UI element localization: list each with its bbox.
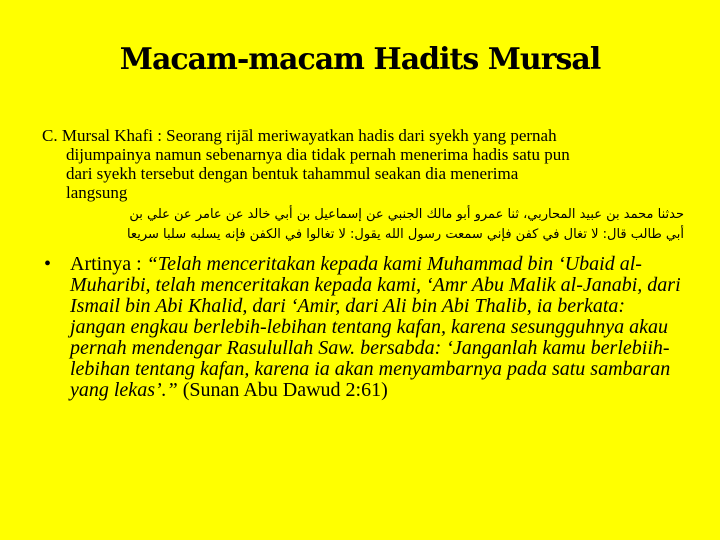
mursal-khafi-definition	[42, 126, 682, 202]
translation-source: (Sunan Abu Dawud 2:61)	[177, 379, 388, 401]
translation-bullet	[44, 254, 684, 401]
definition-line-3: dari syekh tersebut dengan bentuk tahammul seakan dia menerima	[66, 164, 519, 183]
arabic-hadith-text	[44, 205, 684, 245]
definition-line-1: C. Mursal Khafi : Seorang rijāl meriwayatkan hadis dari syekh yang pernah	[42, 126, 557, 145]
translation-text	[70, 254, 684, 401]
slide-title: Macam-macam Hadits Mursal	[119, 42, 601, 77]
definition-line-4: langsung	[66, 183, 128, 202]
arabic-line-1: حدثنا محمد بن عبيد المحاربي، ثنا عمرو أبو مالك الجنبي عن إسماعيل بن أبي خالد عن عامر عن علي بن	[129, 207, 684, 222]
arabic-line-2: أبي طالب قال: لا تغال في كفن فإني سمعت رسول الله يقول: لا تغالوا في الكفن فإنه يسلبه سلبا سريعا	[126, 227, 684, 242]
bullet-marker: •	[44, 253, 52, 275]
definition-line-2: dijumpainya namun sebenarnya dia tidak pernah menerima hadis satu pun	[66, 145, 570, 164]
translation-prefix: Artinya :	[70, 253, 147, 275]
translation-quote: “Telah menceritakan kepada kami Muhammad bin ‘Ubaid al-Muharibi, telah menceritakan kepada kami, ‘Amr Abu Malik al-Janabi, dari Ismail bin Abi Khalid, dari ‘Amir, dari Ali bin Abi Thalib, ia berkata: jangan engkau berlebih-lebihan tentang kafan, karena sesungguhnya akau pernah mendengar Rasulullah Saw. bersabda: ‘Janganlah kamu berlebiih-lebihan tentang kafan, karena ia akan menyambarnya pada satu sambaran yang lekas’.”	[70, 253, 681, 401]
